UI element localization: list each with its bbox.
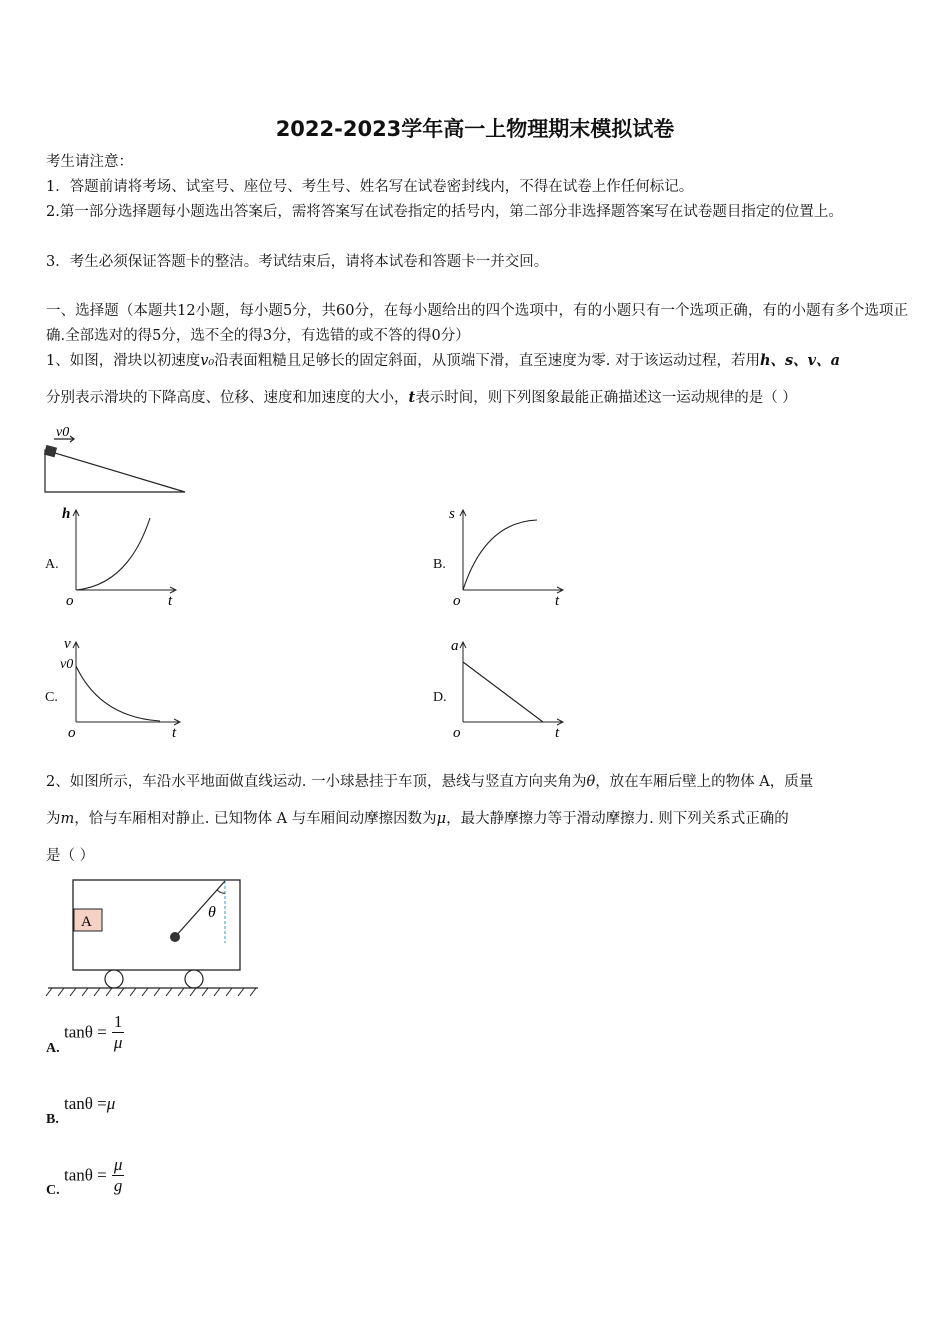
pendulum-string [175,881,225,937]
q1-option-b-graph[interactable] [445,500,575,610]
q1-option-a-graph[interactable] [58,500,188,610]
svg-text:o: o [66,593,74,609]
wheel-right [185,970,203,988]
notice-heading: 考生请注意： [46,154,133,170]
incline-v0-label: v0 [56,425,70,440]
q1-stem-line2: 分别表示滑块的下降高度、位移、速度和加速度的大小，t表示时间，则下列图象最能正确描述这一运动规律的是（ ） [46,389,797,406]
svg-text:v: v [64,636,71,652]
q1-stem-line1: 1、如图，滑块以初速度v₀沿表面粗糙且足够长的固定斜面，从顶端下滑，直至速度为零. 对于该运动过程，若用h、s、v、a [46,352,840,369]
q2-option-b-formula[interactable]: tanθ =μ [64,1094,116,1113]
svg-text:a: a [451,638,459,654]
v-t-curve [76,666,160,721]
q1-option-a-label[interactable]: A. [45,557,59,572]
q1-option-b-label[interactable]: B. [433,557,446,572]
svg-text:o: o [453,593,461,609]
q1-option-c-graph[interactable] [58,632,188,742]
page-title: 2022-2023学年高一上物理期末模拟试卷 [275,117,675,141]
variables-symbols: h、s、v、a [759,352,840,369]
q2-stem-line3: 是（ ） [46,848,95,864]
s-t-curve [463,520,537,590]
svg-text:o: o [453,725,461,741]
q2-option-a-formula[interactable]: tanθ = $\frac{1}{\mu}$ [64,1012,123,1052]
notice-item-3: 3．考生必须保证答题卡的整洁。考试结束后，请将本试卷和答题卡一并交回。 [46,254,549,270]
svg-text:v0: v0 [60,657,74,672]
q1-option-d-label[interactable]: D. [433,690,447,705]
cart-figure [44,875,264,1000]
svg-text:o: o [68,725,76,741]
svg-text:t: t [555,593,560,609]
q1-option-d-graph[interactable] [445,632,575,742]
q2-stem-line1: 2、如图所示，车沿水平地面做直线运动. 一小球悬挂于车顶，悬线与竖直方向夹角为θ，放在车厢后壁上的物体 A，质量 [46,774,814,790]
notice-item-2: 2.第一部分选择题每小题选出答案后，需将答案写在试卷指定的括号内，第二部分非选择题答案写在试卷题目指定的位置上。 [46,204,843,220]
svg-text:t: t [555,725,560,741]
section-header: 一、选择题（本题共12小题，每小题5分，共60分，在每小题给出的四个选项中，有的小题只有一个选项正确，有的小题有多个选项正确.全部选对的得5分，选不全的得3分，有选错的或不答的得0分） [46,303,908,344]
v0-symbol: v₀ [200,353,215,369]
svg-text:t: t [168,593,173,609]
svg-text:θ: θ [208,904,216,921]
q1-option-c-label[interactable]: C. [45,690,58,705]
slider-block [44,445,57,458]
q2-stem-line2: 为m，恰与车厢相对静止. 已知物体 A 与车厢间动摩擦因数为μ，最大静摩擦力等于滑动摩擦力. 则下列关系式正确的 [46,811,789,827]
notice-item-1: 1．答题前请将考场、试室号、座位号、考生号、姓名写在试卷密封线内，不得在试卷上作任何标记。 [46,179,694,195]
svg-text:t: t [172,725,177,741]
q2-option-b-label[interactable]: B. [46,1112,59,1127]
wheel-left [105,970,123,988]
svg-text:h: h [62,506,71,522]
h-t-curve [76,518,150,590]
svg-text:s: s [449,506,455,522]
a-t-line [463,662,543,722]
pendulum-ball [170,932,180,942]
q2-option-c-label[interactable]: C. [46,1183,60,1198]
ground-hatching [46,988,256,996]
q2-option-a-label[interactable]: A. [46,1041,60,1056]
incline-figure [40,420,200,498]
svg-text:A: A [81,914,92,930]
q2-option-c-formula[interactable]: tanθ = $\frac{\mu}{g}$ [64,1155,123,1195]
